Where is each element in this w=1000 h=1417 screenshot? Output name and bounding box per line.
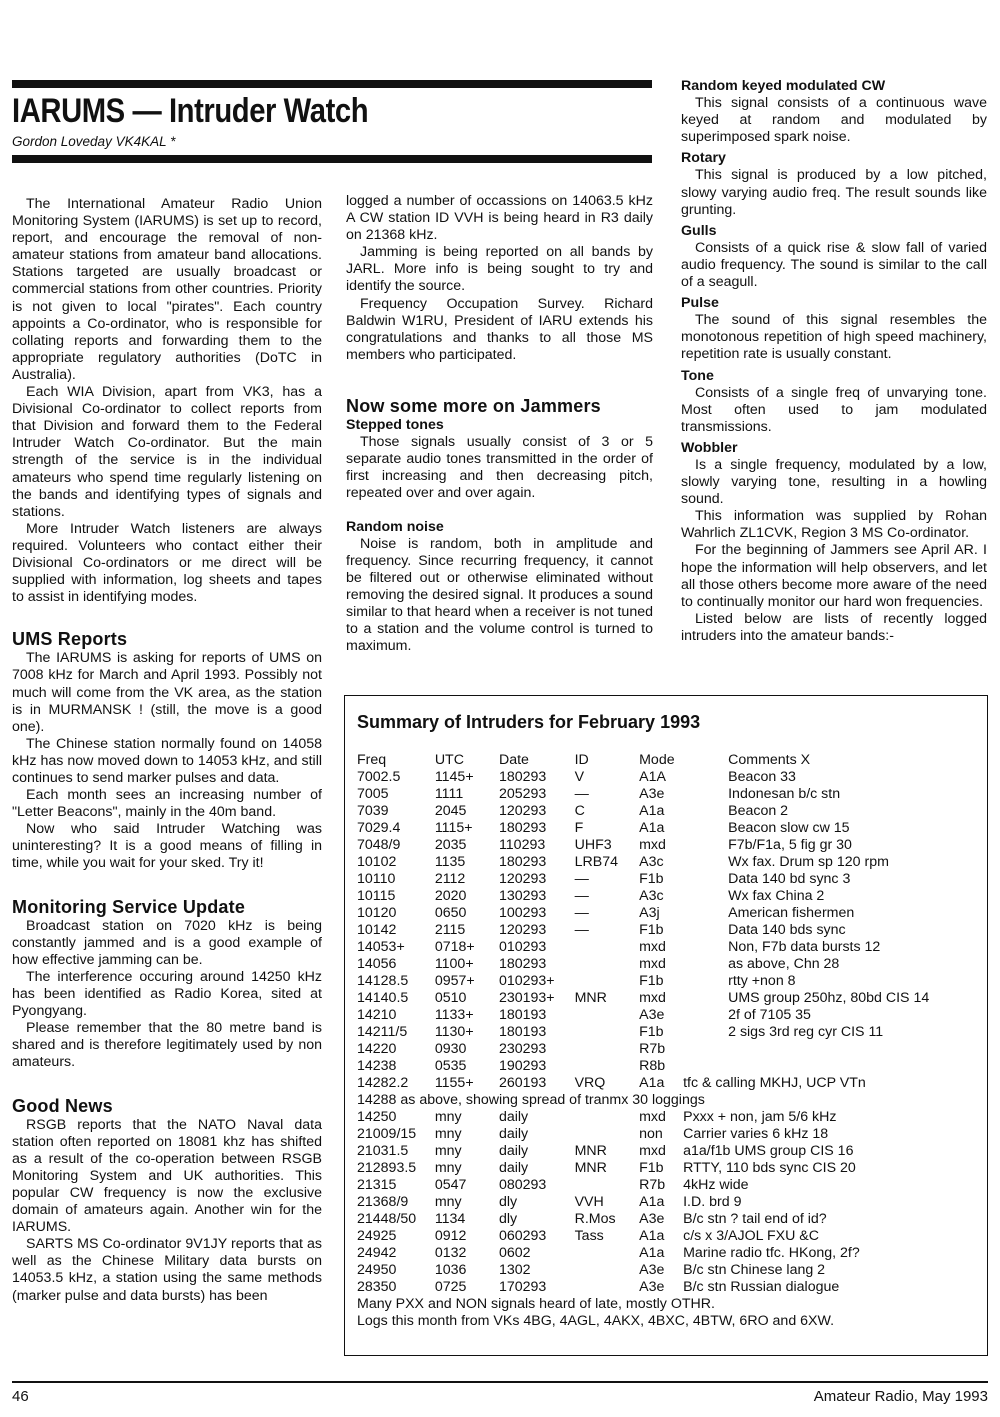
table-cell: 1302 [498,1262,531,1278]
table-cell: daily [498,1160,529,1176]
table-cell: A3e [639,1279,665,1295]
column-header: Comments X [728,752,811,768]
summary-title: Summary of Intruders for February 1993 [357,712,701,732]
header-top-rule [12,80,652,88]
table-cell: 120293 [498,871,547,887]
table-cell: F1b [639,1160,664,1176]
table-cell: F7b/F1a, 5 fig gr 30 [728,837,852,853]
table-cell: 2f of 7105 35 [728,1007,811,1023]
table-span-note: 14288 as above, showing spread of tranmx 30 loggings [357,1092,705,1108]
table-cell: 0718+ [434,939,475,955]
paragraph: Consists of a quick rise & slow fall of varied audio frequency. The sound is similar to the call of a seagull. [681,239,987,291]
table-cell: 14238 [357,1058,397,1074]
table-row [357,956,973,973]
table-row [357,837,973,854]
intro-section [12,196,322,606]
table-row [357,1126,973,1143]
table-cell: 10120 [357,905,397,921]
table-cell: mxd [639,1109,666,1125]
paragraph: RSGB reports that the NATO Naval data station often reported on 18081 khz has shifted as a result of the co-operation between RSGB Monitoring System and UK authorities. This popular CW frequency is now the exclusive domain of amateurs again. Another win for the IARUMS. [12,1116,322,1236]
intruder-table [357,752,973,1296]
section-heading-ums: UMS Reports [12,629,128,650]
table-cell [575,1041,640,1058]
table-cell: 205293 [498,786,547,802]
table-cell: 24950 [357,1262,397,1278]
subheading-wobbler: Wobbler [681,439,738,456]
table-cell: 7039 [357,803,389,819]
table-cell: Beacon 33 [728,769,796,785]
table-cell: 180193 [498,1024,547,1040]
table-cell: R.Mos [574,1211,616,1227]
table-cell: A3e [639,786,665,802]
table-cell: 21315 [357,1177,397,1193]
table-cell: 180293 [498,854,547,870]
table-cell: 14140.5 [357,990,409,1006]
table-cell: 1145+ [434,769,474,785]
header-bottom-rule [12,155,652,163]
table-cell: 2035 [434,837,467,853]
paragraph: Jamming is being reported on all bands by JARL. More info is being sought to try and identify the source. [346,244,653,295]
table-cell: daily [498,1143,529,1159]
table-cell: F1b [639,973,664,989]
table-cell: Wx fax China 2 [728,888,825,904]
section-heading-monitoring: Monitoring Service Update [12,896,246,917]
paragraph: Listed below are lists of recently logged intruders into the amateur bands:- [681,610,987,644]
table-cell: A1a [639,1075,665,1091]
table-cell: 230293 [498,1041,547,1057]
table-cell: 0547 [434,1177,467,1193]
table-cell: A1A [639,769,666,785]
paragraph: Those signals usually consist of 3 or 5 separate audio tones transmitted in the order of first increasing and then decreasing pitch, repeated over and over again. [346,434,653,502]
table-cell [683,1058,973,1075]
table-row [357,1228,973,1245]
table-cell: 14210 [357,1007,397,1023]
table-row [357,1211,973,1228]
paragraph: The IARUMS is asking for reports of UMS on 7008 kHz for March and April 1993. Possibly not much will come from the VK area, as the station is in MURMANSK ! (still, the move is a good one). [12,650,322,735]
paragraph: For the beginning of Jammers see April AR. I hope the information will help observers, and let all those others become more aware of the need to continually monitor our hard won frequencies. [681,542,987,610]
table-cell: A1a [639,1245,665,1261]
table-cell: 0535 [434,1058,467,1074]
table-cell: 1134 [434,1211,466,1227]
table-cell: 0912 [434,1228,467,1244]
table-row [357,1279,973,1296]
table-cell: — [574,905,589,921]
table-row [357,888,973,905]
table-row [357,905,973,922]
paragraph: Each WIA Division, apart from VK3, has a Divisional Co-ordinator to collect reports from that Division and forward them to the Federal Intruder Watch Co-ordinator. But the main strength of the service is in the individual amateurs who spend time regularly listening on the bands and identifying types of signals and stations. [12,384,322,520]
table-cell: R8b [639,1058,666,1074]
table-cell: Pxxx + non, jam 5/6 kHz [683,1109,837,1125]
column-3 [681,78,987,645]
table-cell: A1a [639,820,665,836]
table-cell: 2020 [434,888,467,904]
table-cell: 010293 [498,939,547,955]
table-cell [575,973,640,990]
table-cell: non [639,1126,663,1142]
table-cell: American fishermen [728,905,855,921]
table-cell: VRQ [574,1075,606,1091]
table-cell: 7048/9 [357,837,401,853]
table-cell: F1b [639,1024,664,1040]
table-cell: — [574,786,589,802]
table-cell: 10115 [357,888,396,904]
table-cell: Data 140 bds sync [728,922,846,938]
table-cell: 1115+ [434,820,473,836]
table-cell: mxd [639,1143,666,1159]
table-cell: A1a [639,1228,665,1244]
table-cell: MNR [574,1160,607,1176]
paragraph: Consists of a single freq of unvarying tone. Most often used to jam modulated transmissions. [681,384,987,435]
table-cell: 0725 [434,1279,467,1295]
table-cell: mny [434,1109,462,1125]
table-row [357,871,973,888]
page-number: 46 [12,1388,29,1405]
table-cell: mny [434,1160,462,1176]
table-cell: F1b [639,922,664,938]
paragraph: More Intruder Watch listeners are always required. Volunteers who contact either their Divisional Co-ordinators or me direct will be supplied with information, log sheets and tapes to assist in identifying modes. [12,520,322,606]
table-header-row [357,752,973,769]
table-row [357,973,973,990]
table-row [357,803,973,820]
table-cell: 14250 [357,1109,397,1125]
table-cell: 1036 [434,1262,467,1278]
table-row [357,1058,973,1075]
column-header: ID [574,752,589,768]
table-cell: A1a [639,1194,665,1210]
table-cell: F1b [639,871,664,887]
table-cell: 0602 [498,1245,531,1261]
table-cell [575,1177,640,1194]
column-2 [346,193,653,655]
table-cell: R7b [639,1041,666,1057]
table-cell: 1100+ [434,956,474,972]
paragraph: This signal is produced by a low pitched, slowy varying audio freq. The result sounds like grunting. [681,167,987,218]
paragraph: The International Amateur Radio Union Monitoring System (IARUMS) is set up to record, report, and encourage the removal of non-amateur stations from amateur band allocations. Stations targeted are usually broadcast or commercial stations from other countries. Priority is not given to local "pirates". Each country appoints a Co-ordinator, who is responsible for collating reports and forwarding them to the appropriate regulatory authorities (DoTC in Australia). [12,196,322,383]
table-row [357,1143,973,1160]
table-cell: VVH [574,1194,604,1210]
footer-rule [12,1381,988,1383]
table-cell: daily [498,1126,529,1142]
table-cell: A1a [639,803,665,819]
subheading-random-noise: Random noise [346,518,444,535]
table-cell: dly [498,1194,518,1210]
table-cell: 14220 [357,1041,397,1057]
summary-note: Logs this month from VKs 4BG, 4AGL, 4AKX, 4BXC, 4BTW, 6RO and 6XW. [357,1313,835,1329]
table-cell: 190293 [498,1058,547,1074]
table-cell: 212893.5 [357,1160,417,1176]
paragraph: The interference occuring around 14250 kHz has been identified as Radio Korea, sited at Pyongyang. [12,968,322,1020]
table-row [357,786,973,803]
table-cell: 120293 [498,803,547,819]
table-cell: 0930 [434,1041,467,1057]
table-cell: 21009/15 [357,1126,417,1142]
table-cell: 10102 [357,854,397,870]
table-cell: 2112 [434,871,466,887]
table-cell: Carrier varies 6 kHz 18 [683,1126,829,1142]
table-row-note [357,1092,973,1109]
table-cell: Beacon slow cw 15 [728,820,850,836]
table-cell [575,1279,640,1296]
article-title: IARUMS — Intruder Watch [12,92,369,130]
table-cell: UHF3 [574,837,612,853]
table-cell: 4kHz wide [683,1177,749,1193]
table-cell: 130293 [498,888,547,904]
table-cell: 100293 [498,905,547,921]
paragraph: Broadcast station on 7020 kHz is being constantly jammed and is a good example of how effective jamming can be. [12,917,322,968]
table-cell [575,1245,640,1262]
table-cell: A3c [639,854,664,870]
paragraph: logged a number of occassions on 14063.5 kHz A CW station ID VVH is being heard in R3 daily on 21368 kHz. [346,193,653,244]
table-cell: UMS group 250hz, 80bd CIS 14 [728,990,930,1006]
table-cell: 0132 [434,1245,467,1261]
paragraph: The Chinese station normally found on 14058 kHz has now moved down to 14053 kHz, and still continues to send marker pulses and data. [12,735,322,786]
table-cell: 24942 [357,1245,397,1261]
table-cell [575,1024,640,1041]
table-cell [575,1007,640,1024]
table-row [357,1177,973,1194]
paragraph: Frequency Occupation Survey. Richard Baldwin W1RU, President of IARU extends his congratulations and thanks to all those MS members who participated. [346,295,653,363]
table-cell: 1130+ [434,1024,474,1040]
column-header: UTC [434,752,464,768]
table-row [357,769,973,786]
table-cell: 230193+ [498,990,555,1006]
table-cell: A3c [639,888,664,904]
table-cell: Non, F7b data bursts 12 [728,939,881,955]
table-row [357,1109,973,1126]
table-cell: V [574,769,585,785]
table-cell: 1135 [434,854,466,870]
table-cell: mny [434,1143,462,1159]
table-cell [683,1041,973,1058]
table-cell: — [574,871,589,887]
subheading-random-keyed: Random keyed modulated CW [681,78,886,94]
section-heading-good-news: Good News [12,1095,113,1116]
table-cell: 14128.5 [357,973,409,989]
table-cell: tfc & calling MKHJ, UCP VTn [683,1075,866,1091]
table-cell: Indonesan b/c stn [728,786,841,802]
subheading-stepped-tones: Stepped tones [346,417,444,434]
table-cell: c/s x 3/AJOL FXU &C [683,1228,819,1244]
table-row [357,1075,973,1092]
table-cell: 080293 [498,1177,547,1193]
section-heading-jammers: Now some more on Jammers [346,395,601,416]
table-cell: 0510 [434,990,467,1006]
subheading-tone: Tone [681,367,714,384]
table-cell: 10110 [357,871,396,887]
table-cell: 1111 [434,786,464,802]
table-row [357,820,973,837]
table-row [357,990,973,1007]
intruder-table-body [357,769,973,1296]
table-cell: B/c stn Chinese lang 2 [683,1262,826,1278]
table-cell: F [574,820,584,836]
table-cell: rtty +non 8 [728,973,796,989]
paragraph: Please remember that the 80 metre band is shared and is therefore legitimately used by non amateurs. [12,1020,322,1071]
table-cell: Data 140 bd sync 3 [728,871,851,887]
table-cell [575,939,640,956]
table-cell: A3e [639,1211,665,1227]
table-cell: 010293+ [498,973,555,989]
paragraph: Now who said Intruder Watching was uninteresting? It is a good means of filling in time, while you wait for your sked. Try it! [12,821,322,872]
table-cell: 14211/5 [357,1024,408,1040]
table-cell: A3j [639,905,660,921]
table-cell: Wx fax. Drum sp 120 rpm [728,854,889,870]
table-cell: B/c stn Russian dialogue [683,1279,840,1295]
table-cell: I.D. brd 9 [683,1194,742,1210]
column-header: Freq [357,752,387,768]
table-cell: 260193 [498,1075,547,1091]
table-cell: B/c stn ? tail end of id? [683,1211,827,1227]
subheading-gulls: Gulls [681,222,717,239]
table-row [357,854,973,871]
table-row [357,1245,973,1262]
table-row [357,922,973,939]
table-cell: mxd [639,990,666,1006]
table-row [357,1041,973,1058]
table-cell: 180293 [498,820,547,836]
table-cell: MNR [574,990,607,1006]
table-cell: 1155+ [434,1075,474,1091]
table-cell: 060293 [498,1228,547,1244]
column-1 [12,196,322,1305]
table-cell: — [574,888,589,904]
paragraph: SARTS MS Co-ordinator 9V1JY reports that as well as the Chinese Military data bursts on 14053.5 kHz, a station using the same methods (marker pulse and data bursts) has been [12,1236,322,1304]
intruder-summary-box [344,695,988,1356]
table-cell: Tass [574,1228,604,1244]
column-header: Date [498,752,529,768]
paragraph: This information was supplied by Rohan Wahrlich ZL1CVK, Region 3 MS Co-ordinator. [681,508,987,542]
paragraph: The sound of this signal resembles the monotonous repetition of high speed machinery, repetition rate is usually constant. [681,312,987,363]
subheading-pulse: Pulse [681,295,719,312]
table-cell [575,1126,640,1143]
table-cell: 180293 [498,956,547,972]
table-cell: 120293 [498,922,547,938]
table-cell: mxd [639,939,666,955]
table-cell: 110293 [498,837,546,853]
table-cell: 180293 [498,769,547,785]
table-cell: 24925 [357,1228,397,1244]
table-cell [575,1058,640,1075]
table-cell [575,1262,640,1279]
table-cell: 21031.5 [357,1143,409,1159]
table-row [357,1194,973,1211]
table-cell [575,956,640,973]
table-row [357,939,973,956]
table-cell: 7005 [357,786,389,802]
table-row [357,1262,973,1279]
paragraph: Noise is random, both in amplitude and frequency. Since recurring frequency, it cannot be filtered out or otherwise eliminated without removing the desired signal. It produces a sound similar to that heard when a receiver is not tuned to a station and the volume control is turned to maximum. [346,535,653,655]
table-cell: A3e [639,1262,665,1278]
table-cell: mny [434,1126,462,1142]
table-row [357,1007,973,1024]
table-cell: mxd [639,956,666,972]
paragraph: This signal consists of a continuous wave keyed at random and modulated by superimposed spark noise. [681,95,987,146]
table-cell: 14056 [357,956,397,972]
table-cell: 2045 [434,803,467,819]
table-cell: 170293 [498,1279,547,1295]
table-cell: Beacon 2 [728,803,789,819]
table-cell: 180193 [498,1007,547,1023]
table-cell: — [574,922,589,938]
subheading-rotary: Rotary [681,150,726,167]
publication-name: Amateur Radio, May 1993 [813,1388,988,1405]
table-cell: R7b [639,1177,666,1193]
table-cell: as above, Chn 28 [728,956,840,972]
table-cell: mny [434,1194,462,1210]
table-row [357,1024,973,1041]
table-cell: RTTY, 110 bds sync CIS 20 [683,1160,856,1176]
table-cell: a1a/f1b UMS group CIS 16 [683,1143,854,1159]
paragraph: Each month sees an increasing number of "Letter Beacons", mainly in the 40m band. [12,787,322,821]
table-cell: 2115 [434,922,466,938]
table-cell: 1133+ [434,1007,474,1023]
column-header: Mode [639,752,675,768]
table-cell [575,1109,640,1126]
table-cell: 2 sigs 3rd reg cyr CIS 11 [728,1024,884,1040]
table-cell: dly [498,1211,518,1227]
table-cell: C [574,803,585,819]
table-cell: daily [498,1109,529,1125]
table-cell: 7029.4 [357,820,401,836]
table-row [357,1160,973,1177]
article-byline: Gordon Loveday VK4KAL * [12,134,176,149]
table-cell: 28350 [357,1279,397,1295]
table-cell: 14282.2 [357,1075,409,1091]
table-cell: 7002.5 [357,769,401,785]
table-cell: MNR [574,1143,607,1159]
table-cell: 0957+ [434,973,475,989]
table-cell: 0650 [434,905,467,921]
table-cell: Marine radio tfc. HKong, 2f? [683,1245,860,1261]
table-cell: 14053+ [357,939,405,955]
table-cell: 21448/50 [357,1211,417,1227]
paragraph: Is a single frequency, modulated by a low, slowly varying tone, resulting in a howling sound. [681,456,987,508]
table-cell: 10142 [357,922,397,938]
table-cell: A3e [639,1007,665,1023]
table-cell: 21368/9 [357,1194,409,1210]
table-cell: mxd [639,837,666,853]
table-cell: LRB74 [574,854,618,870]
summary-note: Many PXX and NON signals heard of late, mostly OTHR. [357,1296,715,1312]
